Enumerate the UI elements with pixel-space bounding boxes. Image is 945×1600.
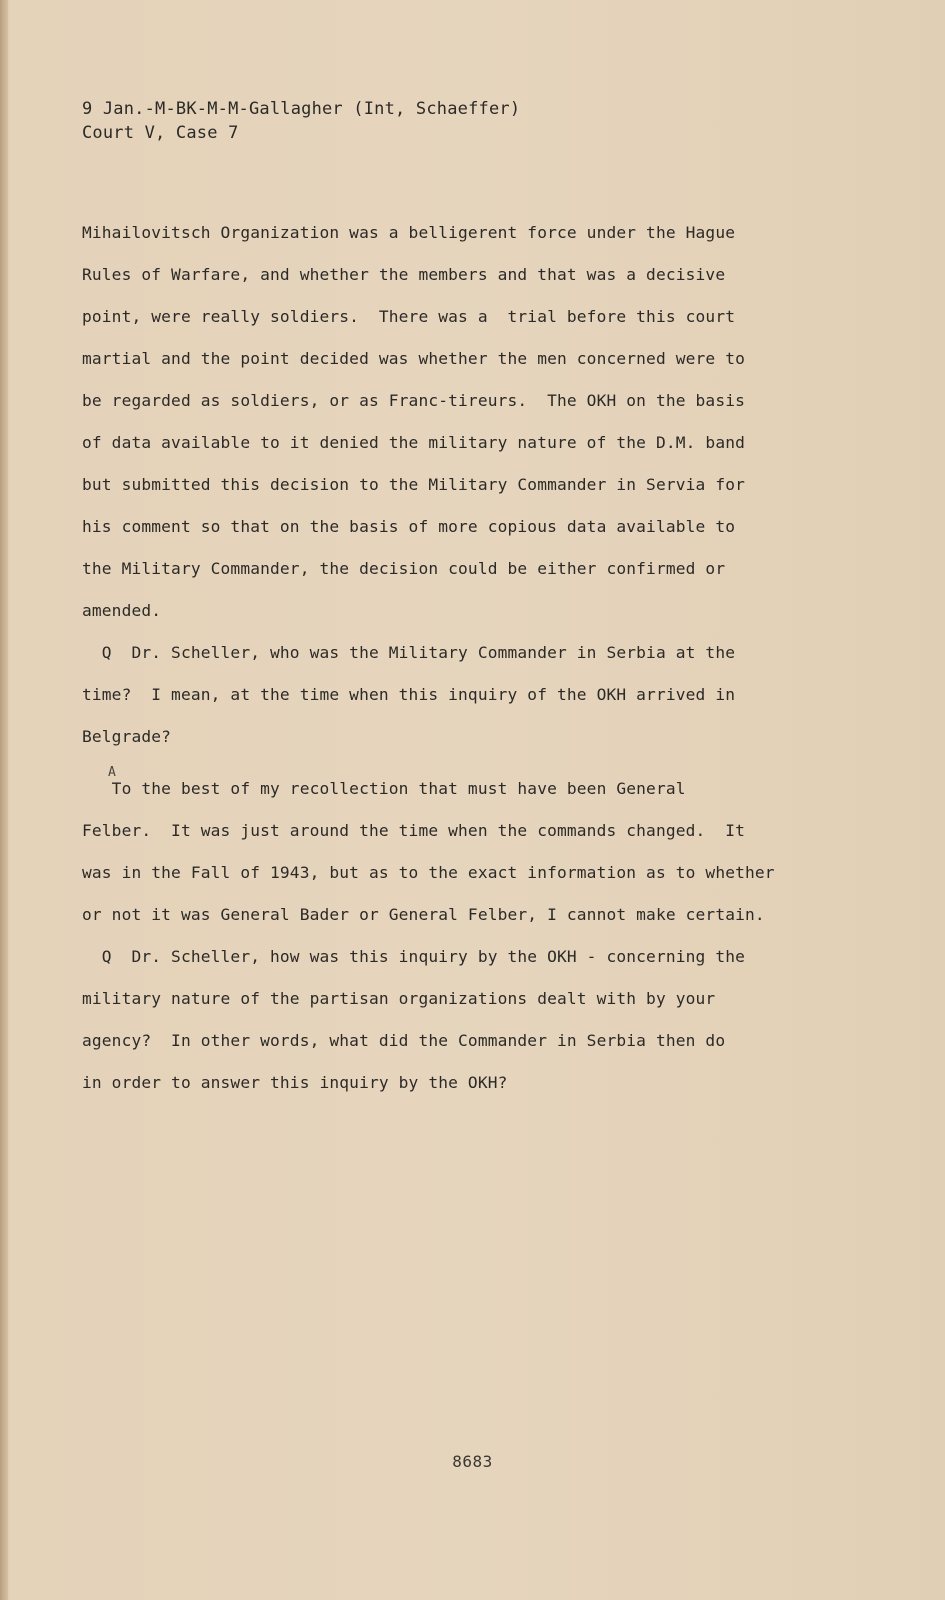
header-line-1: 9 Jan.-M-BK-M-M-Gallagher (Int, Schaeffer) <box>82 99 521 119</box>
transcript-line: was in the Fall of 1943, but as to the exact information as to whether <box>82 863 775 882</box>
transcript-line: Belgrade? <box>82 727 172 746</box>
transcript-line: but submitted this decision to the Military Commander in Servia for <box>82 475 746 494</box>
transcript-line: Q Dr. Scheller, how was this inquiry by the OKH - concerning the <box>82 947 746 966</box>
transcript-line: Rules of Warfare, and whether the members and that was a decisive <box>82 265 726 284</box>
transcript-line: or not it was General Bader or General Felber, I cannot make certain. <box>82 905 765 924</box>
transcript-line: Q Dr. Scheller, who was the Military Commander in Serbia at the <box>82 643 736 662</box>
transcript-body <box>82 222 822 1114</box>
transcript-line: in order to answer this inquiry by the OKH? <box>82 1073 508 1092</box>
transcript-line: agency? In other words, what did the Commander in Serbia then do <box>82 1031 726 1050</box>
transcript-line: military nature of the partisan organizations dealt with by your <box>82 989 716 1008</box>
transcript-line: be regarded as soldiers, or as Franc-tireurs. The OKH on the basis <box>82 391 746 410</box>
transcript-line: of data available to it denied the military nature of the D.M. band <box>82 433 746 452</box>
transcript-line: time? I mean, at the time when this inquiry of the OKH arrived in <box>82 685 736 704</box>
document-header <box>82 97 520 145</box>
transcript-line: his comment so that on the basis of more copious data available to <box>82 517 736 536</box>
header-line-2: Court V, Case 7 <box>82 123 239 143</box>
transcript-line: To the best of my recollection that must have been General <box>82 779 686 798</box>
page-number: 8683 <box>452 1452 493 1471</box>
answer-marker: A <box>108 765 116 780</box>
transcript-line: amended. <box>82 601 162 620</box>
transcript-line: point, were really soldiers. There was a trial before this court <box>82 307 736 326</box>
transcript-line: martial and the point decided was whether the men concerned were to <box>82 349 746 368</box>
transcript-line: the Military Commander, the decision could be either confirmed or <box>82 559 726 578</box>
transcript-line: Felber. It was just around the time when the commands changed. It <box>82 821 746 840</box>
transcript-line: Mihailovitsch Organization was a belligerent force under the Hague <box>82 223 736 242</box>
